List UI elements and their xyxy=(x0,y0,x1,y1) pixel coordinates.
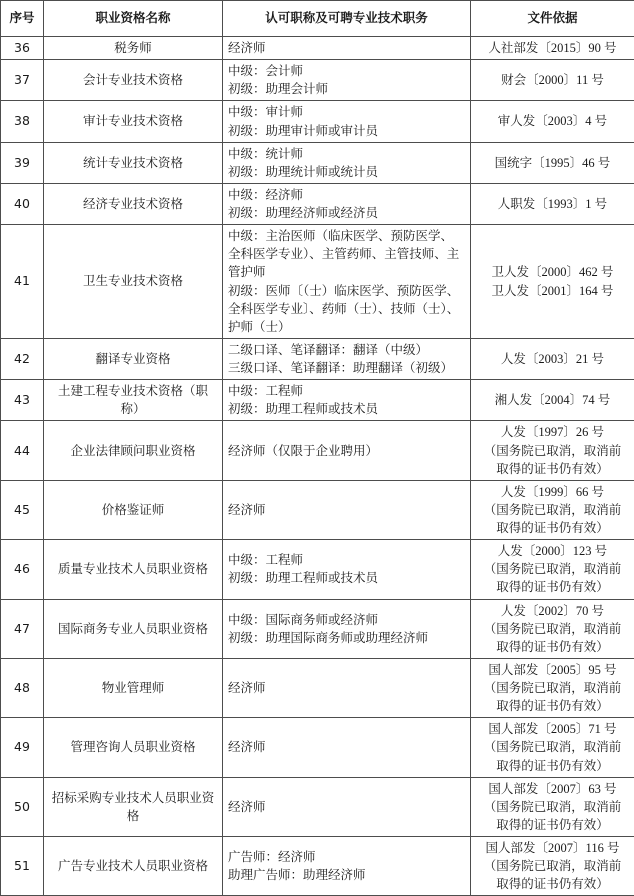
table-row xyxy=(1,183,634,224)
document-basis-line: 人发〔1999〕66 号 xyxy=(476,483,629,501)
cell-recognized-title xyxy=(223,599,471,658)
cell-recognized-title xyxy=(223,142,471,183)
document-basis-line: 卫人发〔2001〕164 号 xyxy=(476,282,629,300)
table-row xyxy=(1,658,634,717)
cell-qualification-name: 税务师 xyxy=(44,37,223,60)
recognized-title-line: 经济师 xyxy=(228,39,465,57)
cell-sequence: 39 xyxy=(1,142,44,183)
cell-sequence: 40 xyxy=(1,183,44,224)
cell-document-basis xyxy=(471,718,634,777)
cell-document-basis xyxy=(471,658,634,717)
cell-sequence: 48 xyxy=(1,658,44,717)
cell-qualification-name: 经济专业技术资格 xyxy=(44,183,223,224)
table-row xyxy=(1,338,634,379)
cell-qualification-name: 会计专业技术资格 xyxy=(44,60,223,101)
document-basis-line: 取得的证书仍有效） xyxy=(476,697,629,715)
cell-sequence: 45 xyxy=(1,480,44,539)
cell-qualification-name: 土建工程专业技术资格（职称） xyxy=(44,380,223,421)
document-basis-line: （国务院已取消，取消前 xyxy=(476,679,629,697)
table-row xyxy=(1,380,634,421)
cell-sequence: 38 xyxy=(1,101,44,142)
cell-document-basis xyxy=(471,421,634,480)
table-row xyxy=(1,37,634,60)
cell-sequence: 51 xyxy=(1,837,44,896)
cell-qualification-name: 价格鉴证师 xyxy=(44,480,223,539)
cell-recognized-title xyxy=(223,837,471,896)
cell-sequence: 44 xyxy=(1,421,44,480)
cell-qualification-name: 企业法律顾问职业资格 xyxy=(44,421,223,480)
table-row xyxy=(1,225,634,339)
cell-recognized-title xyxy=(223,225,471,339)
cell-sequence: 50 xyxy=(1,777,44,836)
cell-sequence: 42 xyxy=(1,338,44,379)
recognized-title-line: 初级：助理工程师或技术员 xyxy=(228,400,465,418)
table-row xyxy=(1,837,634,896)
document-basis-line: （国务院已取消，取消前 xyxy=(476,738,629,756)
cell-document-basis xyxy=(471,777,634,836)
cell-document-basis xyxy=(471,101,634,142)
document-basis-line: 审人发〔2003〕4 号 xyxy=(476,112,629,130)
column-header-sequence: 序号 xyxy=(1,1,44,37)
cell-recognized-title xyxy=(223,540,471,599)
cell-document-basis xyxy=(471,338,634,379)
recognized-title-line: 中级：经济师 xyxy=(228,186,465,204)
recognized-title-line: 经济师 xyxy=(228,798,465,816)
cell-document-basis xyxy=(471,37,634,60)
table-row xyxy=(1,480,634,539)
document-basis-line: （国务院已取消，取消前 xyxy=(476,501,629,519)
column-header-qualification-name: 职业资格名称 xyxy=(44,1,223,37)
cell-recognized-title xyxy=(223,183,471,224)
recognized-title-line: 初级：助理国际商务师或助理经济师 xyxy=(228,629,465,647)
recognized-title-line: 初级：助理经济师或经济员 xyxy=(228,204,465,222)
document-basis-line: （国务院已取消，取消前 xyxy=(476,857,629,875)
cell-recognized-title xyxy=(223,777,471,836)
recognized-title-line: 助理广告师：助理经济师 xyxy=(228,866,465,884)
cell-qualification-name: 国际商务专业人员职业资格 xyxy=(44,599,223,658)
cell-qualification-name: 物业管理师 xyxy=(44,658,223,717)
document-basis-line: 人发〔2002〕70 号 xyxy=(476,602,629,620)
document-basis-line: 国人部发〔2005〕95 号 xyxy=(476,661,629,679)
document-basis-line: （国务院已取消，取消前 xyxy=(476,798,629,816)
document-basis-line: 人社部发〔2015〕90 号 xyxy=(476,39,629,57)
recognized-title-line: 初级：助理审计师或审计员 xyxy=(228,122,465,140)
document-basis-line: 取得的证书仍有效） xyxy=(476,816,629,834)
cell-qualification-name: 管理咨询人员职业资格 xyxy=(44,718,223,777)
cell-recognized-title xyxy=(223,421,471,480)
cell-sequence: 41 xyxy=(1,225,44,339)
cell-recognized-title xyxy=(223,658,471,717)
recognized-title-line: 初级：助理工程师或技术员 xyxy=(228,569,465,587)
table-header-row xyxy=(1,1,634,37)
cell-document-basis xyxy=(471,599,634,658)
document-basis-line: 取得的证书仍有效） xyxy=(476,638,629,656)
document-basis-line: （国务院已取消，取消前 xyxy=(476,560,629,578)
cell-recognized-title xyxy=(223,60,471,101)
table-row xyxy=(1,599,634,658)
recognized-title-line: 经济师 xyxy=(228,501,465,519)
cell-document-basis xyxy=(471,380,634,421)
cell-qualification-name: 审计专业技术资格 xyxy=(44,101,223,142)
document-basis-line: 卫人发〔2000〕462 号 xyxy=(476,263,629,281)
document-basis-line: 取得的证书仍有效） xyxy=(476,578,629,596)
cell-recognized-title xyxy=(223,101,471,142)
document-basis-line: 人发〔2000〕123 号 xyxy=(476,542,629,560)
recognized-title-line: 中级：工程师 xyxy=(228,382,465,400)
recognized-title-line: 经济师（仅限于企业聘用） xyxy=(228,442,465,460)
recognized-title-line: 初级：助理统计师或统计员 xyxy=(228,163,465,181)
recognized-title-line: 中级：工程师 xyxy=(228,551,465,569)
document-basis-line: 湘人发〔2004〕74 号 xyxy=(476,391,629,409)
document-basis-line: 国人部发〔2007〕116 号 xyxy=(476,839,629,857)
recognized-title-line: 二级口译、笔译翻译：翻译（中级） xyxy=(228,341,465,359)
cell-qualification-name: 翻译专业资格 xyxy=(44,338,223,379)
document-basis-line: 人发〔2003〕21 号 xyxy=(476,350,629,368)
recognized-title-line: 中级：审计师 xyxy=(228,103,465,121)
cell-qualification-name: 广告专业技术人员职业资格 xyxy=(44,837,223,896)
document-basis-line: （国务院已取消，取消前 xyxy=(476,442,629,460)
recognized-title-line: 初级：助理会计师 xyxy=(228,80,465,98)
cell-sequence: 37 xyxy=(1,60,44,101)
cell-document-basis xyxy=(471,142,634,183)
document-basis-line: 财会〔2000〕11 号 xyxy=(476,71,629,89)
cell-document-basis xyxy=(471,837,634,896)
recognized-title-line: 中级：主治医师（临床医学、预防医学、全科医学专业）、主管药师、主管技师、主管护师 xyxy=(228,227,465,281)
document-basis-line: 取得的证书仍有效） xyxy=(476,519,629,537)
cell-qualification-name: 招标采购专业技术人员职业资格 xyxy=(44,777,223,836)
document-basis-line: 国人部发〔2007〕63 号 xyxy=(476,780,629,798)
cell-document-basis xyxy=(471,225,634,339)
cell-sequence: 47 xyxy=(1,599,44,658)
cell-qualification-name: 质量专业技术人员职业资格 xyxy=(44,540,223,599)
table-row xyxy=(1,540,634,599)
cell-document-basis xyxy=(471,540,634,599)
table-row xyxy=(1,777,634,836)
cell-recognized-title xyxy=(223,480,471,539)
recognized-title-line: 中级：会计师 xyxy=(228,62,465,80)
table-body xyxy=(1,37,634,896)
cell-recognized-title xyxy=(223,380,471,421)
recognized-title-line: 三级口译、笔译翻译：助理翻译（初级） xyxy=(228,359,465,377)
recognized-title-line: 经济师 xyxy=(228,679,465,697)
document-basis-line: 取得的证书仍有效） xyxy=(476,757,629,775)
cell-sequence: 46 xyxy=(1,540,44,599)
cell-document-basis xyxy=(471,183,634,224)
recognized-title-line: 初级：医师〔（士）临床医学、预防医学、全科医学专业〕、药师（士）、技师（士）、护师（士） xyxy=(228,282,465,336)
document-basis-line: 人职发〔1993〕1 号 xyxy=(476,195,629,213)
cell-sequence: 36 xyxy=(1,37,44,60)
table-row xyxy=(1,101,634,142)
cell-recognized-title xyxy=(223,718,471,777)
cell-sequence: 49 xyxy=(1,718,44,777)
table-row xyxy=(1,421,634,480)
cell-document-basis xyxy=(471,60,634,101)
column-header-document-basis: 文件依据 xyxy=(471,1,634,37)
document-basis-line: 人发〔1997〕26 号 xyxy=(476,423,629,441)
recognized-title-line: 广告师：经济师 xyxy=(228,848,465,866)
table-row xyxy=(1,60,634,101)
recognized-title-line: 经济师 xyxy=(228,738,465,756)
document-basis-line: 国统字〔1995〕46 号 xyxy=(476,154,629,172)
cell-recognized-title xyxy=(223,338,471,379)
document-basis-line: 取得的证书仍有效） xyxy=(476,875,629,893)
recognized-title-line: 中级：统计师 xyxy=(228,145,465,163)
cell-document-basis xyxy=(471,480,634,539)
cell-recognized-title xyxy=(223,37,471,60)
document-basis-line: 国人部发〔2005〕71 号 xyxy=(476,720,629,738)
table-row xyxy=(1,142,634,183)
document-basis-line: （国务院已取消，取消前 xyxy=(476,620,629,638)
cell-qualification-name: 统计专业技术资格 xyxy=(44,142,223,183)
column-header-recognized-title: 认可职称及可聘专业技术职务 xyxy=(223,1,471,37)
cell-sequence: 43 xyxy=(1,380,44,421)
cell-qualification-name: 卫生专业技术资格 xyxy=(44,225,223,339)
table-row xyxy=(1,718,634,777)
recognized-title-line: 中级：国际商务师或经济师 xyxy=(228,611,465,629)
document-basis-line: 取得的证书仍有效） xyxy=(476,460,629,478)
